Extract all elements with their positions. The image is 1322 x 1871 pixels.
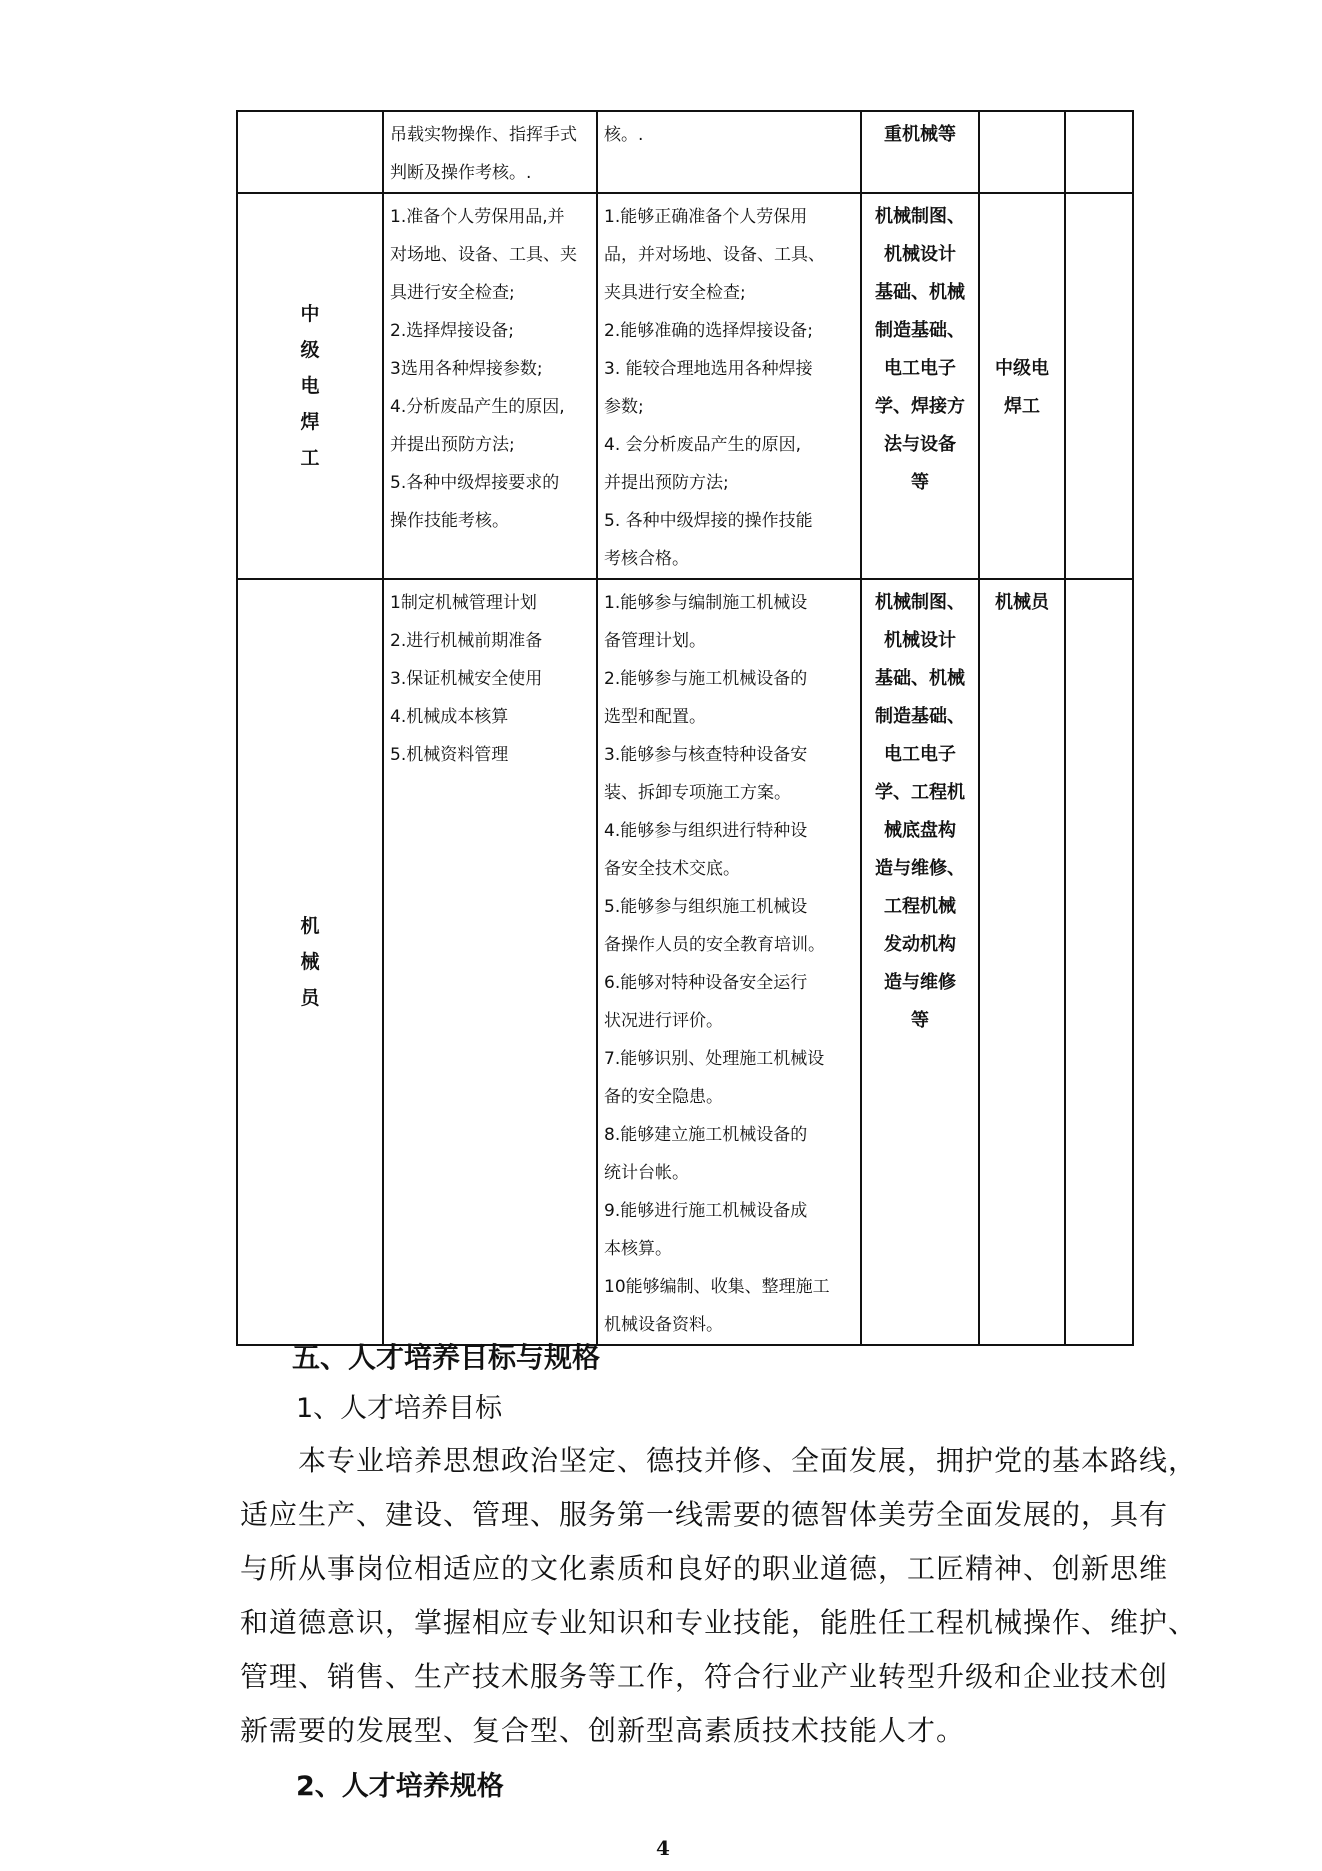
cell-line: 机械设计 bbox=[884, 630, 956, 651]
cell-line: 参数; bbox=[604, 397, 644, 417]
cell-line: 6.能够对特种设备安全运行 bbox=[604, 973, 808, 993]
cell-tasks bbox=[383, 579, 597, 1345]
occupation-table bbox=[236, 110, 1134, 1346]
paragraph-line: 与所从事岗位相适应的文化素质和良好的职业道德，工匠精神、创新思维 bbox=[240, 1552, 1169, 1585]
cell-line: 3选用各种焊接参数; bbox=[390, 359, 543, 379]
cell-line: 10能够编制、收集、整理施工 bbox=[604, 1277, 830, 1297]
cell-line: 5.各种中级焊接要求的 bbox=[390, 473, 560, 493]
cell-line: 机械制图、 bbox=[875, 592, 965, 613]
cell-line: 2.能够参与施工机械设备的 bbox=[604, 669, 808, 689]
cell-line: 7.能够识别、处理施工机械设 bbox=[604, 1049, 825, 1069]
cell-line: 3.保证机械安全使用 bbox=[390, 669, 543, 689]
subsection-heading-goal: 1、人才培养目标 bbox=[296, 1393, 503, 1424]
cell-abilities bbox=[597, 193, 861, 579]
cell-line: 电工电子 bbox=[884, 744, 956, 765]
paragraph-line: 管理、销售、生产技术服务等工作，符合行业产业转型升级和企业技术创 bbox=[240, 1660, 1169, 1693]
paragraph-line: 新需要的发展型、复合型、创新型高素质技术技能人才。 bbox=[240, 1714, 966, 1747]
cell-line: 中级电 bbox=[995, 358, 1049, 379]
table-row bbox=[237, 111, 1133, 193]
cell-line: 机械员 bbox=[995, 592, 1049, 613]
cell-line: 机械制图、 bbox=[875, 206, 965, 227]
cell-line: 并提出预防方法; bbox=[390, 435, 515, 455]
cell-line: 造与维修、 bbox=[875, 858, 965, 879]
cell-line: 状况进行评价。 bbox=[604, 1011, 723, 1031]
cell-line: 5. 各种中级焊接的操作技能 bbox=[604, 511, 813, 531]
cell-line: 重机械等 bbox=[884, 124, 956, 145]
paragraph-line: 和道德意识，掌握相应专业知识和专业技能，能胜任工程机械操作、维护、 bbox=[240, 1606, 1198, 1639]
cell-line: 员 bbox=[300, 987, 320, 1009]
cell-extra bbox=[1065, 193, 1133, 579]
cell-line: 机械设备资料。 bbox=[604, 1315, 723, 1335]
cell-extra bbox=[1065, 579, 1133, 1345]
cell-line: 发动机构 bbox=[884, 934, 956, 955]
cell-line: 对场地、设备、工具、夹 bbox=[390, 245, 577, 265]
cell-line: 5.能够参与组织施工机械设 bbox=[604, 897, 808, 917]
cell-courses bbox=[861, 193, 979, 579]
cell-line: 工 bbox=[300, 447, 320, 469]
cell-line: 法与设备 bbox=[884, 434, 956, 455]
cell-line: 备安全技术交底。 bbox=[604, 859, 740, 879]
cell-line: 基础、机械 bbox=[875, 668, 965, 689]
subsection-heading-spec: 2、人才培养规格 bbox=[296, 1771, 504, 1802]
cell-line: 2.能够准确的选择焊接设备; bbox=[604, 321, 813, 341]
cell-line: 5.机械资料管理 bbox=[390, 745, 509, 765]
cell-line: 8.能够建立施工机械设备的 bbox=[604, 1125, 808, 1145]
cell-line: 1.能够正确准备个人劳保用 bbox=[604, 207, 808, 227]
cell-line: 装、拆卸专项施工方案。 bbox=[604, 783, 791, 803]
cell-line: 2.进行机械前期准备 bbox=[390, 631, 543, 651]
cell-line: 吊载实物操作、指挥手式 bbox=[390, 125, 577, 145]
cell-line: 中 bbox=[300, 303, 320, 325]
cell-tasks bbox=[383, 193, 597, 579]
cell-line: 4.能够参与组织进行特种设 bbox=[604, 821, 808, 841]
cell-line: 工程机械 bbox=[884, 896, 956, 917]
cell-line: 1.准备个人劳保用品,并 bbox=[390, 207, 565, 227]
section-heading: 五、人才培养目标与规格 bbox=[292, 1341, 601, 1374]
cell-line: 机 bbox=[300, 915, 320, 937]
goal-paragraph bbox=[240, 1434, 1197, 1758]
cell-line: 夹具进行安全检查; bbox=[604, 283, 746, 303]
cell-line: 械 bbox=[300, 951, 320, 973]
cell-line: 1.能够参与编制施工机械设 bbox=[604, 593, 808, 613]
cell-line: 操作技能考核。 bbox=[390, 511, 509, 531]
cell-line: 并提出预防方法; bbox=[604, 473, 729, 493]
cell-line: 品，并对场地、设备、工具、 bbox=[604, 245, 825, 265]
cell-line: 学、焊接方 bbox=[875, 396, 965, 417]
cell-line: 2.选择焊接设备; bbox=[390, 321, 514, 341]
cell-line: 本核算。 bbox=[604, 1239, 672, 1259]
cell-line: 统计台帐。 bbox=[604, 1163, 689, 1183]
cell-line: 机械设计 bbox=[884, 244, 956, 265]
cell-line: 械底盘构 bbox=[884, 820, 956, 841]
cell-line: 4. 会分析废品产生的原因, bbox=[604, 435, 802, 455]
cell-certificate bbox=[979, 111, 1065, 193]
cell-line: 焊工 bbox=[1004, 396, 1040, 417]
cell-position bbox=[237, 193, 383, 579]
cell-courses bbox=[861, 111, 979, 193]
cell-line: 3.能够参与核查特种设备安 bbox=[604, 745, 808, 765]
cell-tasks bbox=[383, 111, 597, 193]
cell-line: 考核合格。 bbox=[604, 549, 689, 569]
paragraph-line: 本专业培养思想政治坚定、德技并修、全面发展，拥护党的基本路线， bbox=[298, 1444, 1198, 1477]
cell-line: 制造基础、 bbox=[875, 706, 965, 727]
cell-line: 制造基础、 bbox=[875, 320, 965, 341]
paragraph-line: 适应生产、建设、管理、服务第一线需要的德智体美劳全面发展的，具有 bbox=[240, 1498, 1169, 1531]
cell-line: 判断及操作考核。. bbox=[390, 163, 532, 183]
cell-line: 选型和配置。 bbox=[604, 707, 706, 727]
cell-line: 核。. bbox=[604, 125, 644, 145]
cell-line: 3. 能较合理地选用各种焊接 bbox=[604, 359, 813, 379]
cell-line: 9.能够进行施工机械设备成 bbox=[604, 1201, 808, 1221]
cell-line: 备的安全隐患。 bbox=[604, 1087, 723, 1107]
cell-line: 备操作人员的安全教育培训。 bbox=[604, 935, 825, 955]
cell-line: 等 bbox=[911, 1010, 929, 1031]
cell-extra bbox=[1065, 111, 1133, 193]
cell-position bbox=[237, 111, 383, 193]
cell-line: 焊 bbox=[300, 411, 320, 433]
table-row bbox=[237, 193, 1133, 579]
cell-position bbox=[237, 579, 383, 1345]
cell-abilities bbox=[597, 111, 861, 193]
cell-abilities bbox=[597, 579, 861, 1345]
cell-line: 4.分析废品产生的原因, bbox=[390, 397, 565, 417]
cell-courses bbox=[861, 579, 979, 1345]
cell-line: 备管理计划。 bbox=[604, 631, 706, 651]
cell-line: 造与维修 bbox=[884, 972, 956, 993]
cell-certificate bbox=[979, 579, 1065, 1345]
cell-line: 电工电子 bbox=[884, 358, 956, 379]
cell-line: 学、工程机 bbox=[875, 782, 965, 803]
cell-line: 1制定机械管理计划 bbox=[390, 593, 537, 613]
cell-line: 基础、机械 bbox=[875, 282, 965, 303]
cell-line: 等 bbox=[911, 472, 929, 493]
cell-line: 级 bbox=[300, 339, 320, 361]
cell-certificate bbox=[979, 193, 1065, 579]
cell-line: 4.机械成本核算 bbox=[390, 707, 509, 727]
cell-line: 具进行安全检查; bbox=[390, 283, 515, 303]
table-row bbox=[237, 579, 1133, 1345]
page-number: 4 bbox=[656, 1836, 670, 1860]
cell-line: 电 bbox=[300, 375, 320, 397]
